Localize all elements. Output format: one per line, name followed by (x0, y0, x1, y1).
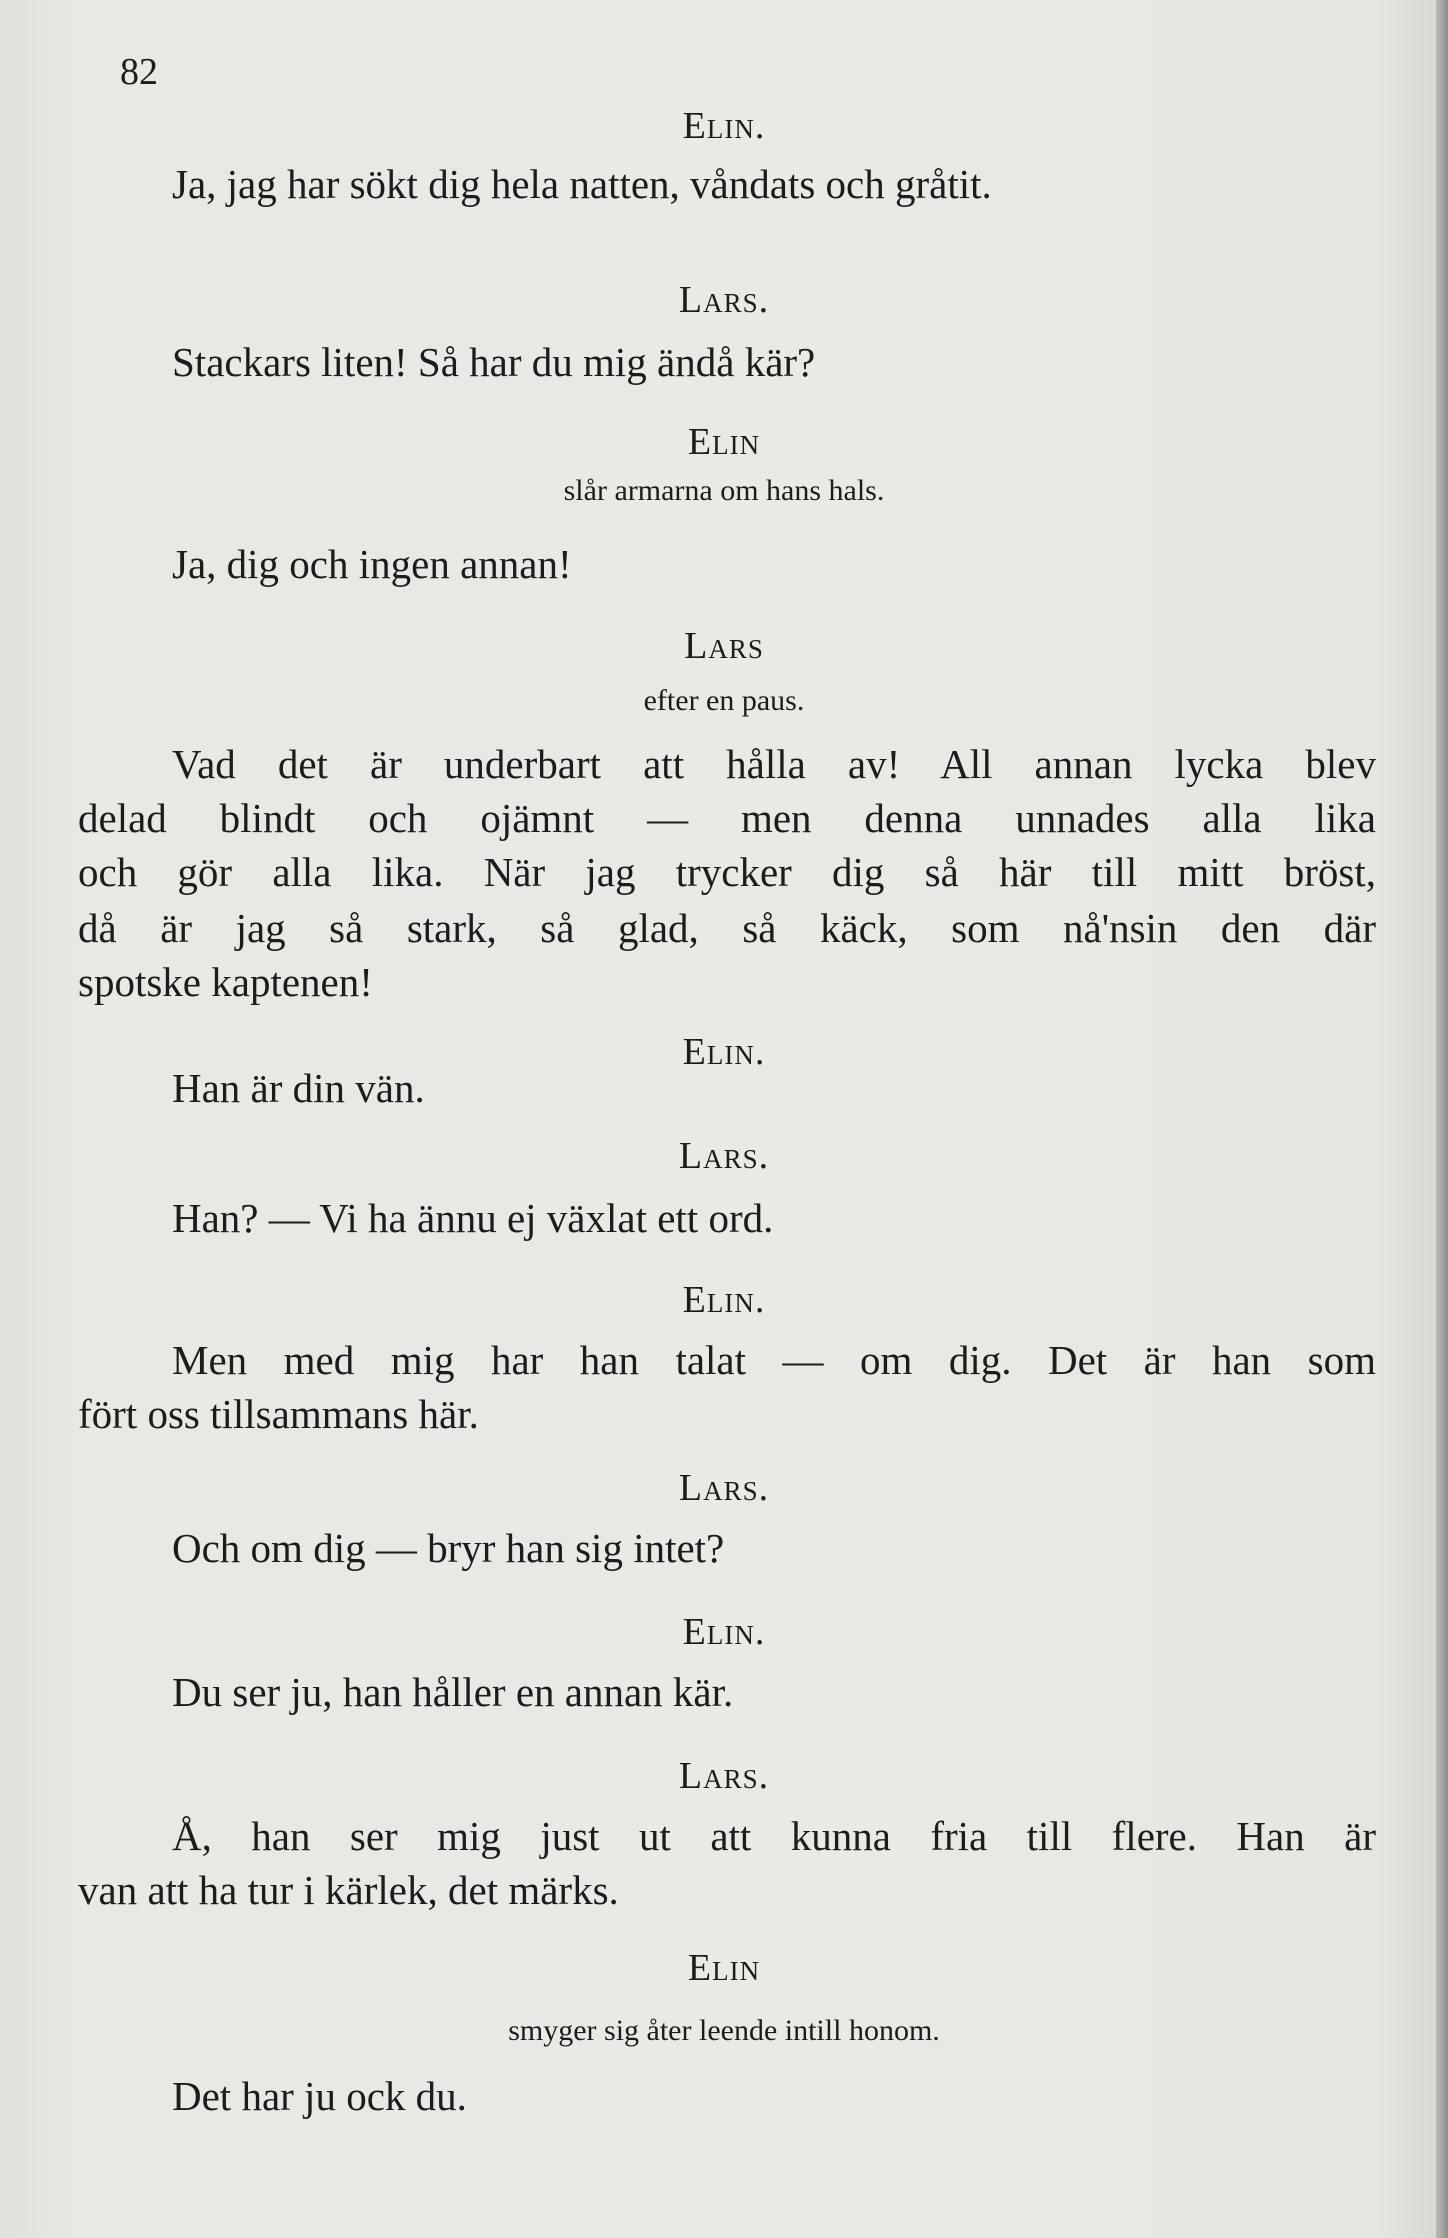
page-edge (1436, 0, 1448, 2238)
speaker-name: Elin (687, 421, 761, 463)
dialogue-line: Ja, jag har sökt dig hela natten, våndats och gråtit. (172, 161, 992, 207)
speaker-name: Lars. (678, 1467, 770, 1509)
speaker-name: Elin. (682, 105, 766, 147)
dialogue-line: Han är din vän. (172, 1065, 425, 1111)
dialogue-line: spotske kaptenen! (78, 959, 373, 1005)
speaker-name: Lars. (678, 1135, 770, 1177)
speaker-name: Elin. (682, 1031, 766, 1073)
dialogue-line: Men med mig har han talat — om dig. Det är han som (172, 1337, 1376, 1383)
speaker-name: Lars. (678, 1755, 770, 1797)
stage-direction: smyger sig åter leende intill honom. (508, 2014, 940, 2047)
dialogue-line: Vad det är underbart att hålla av! All annan lycka blev (172, 741, 1376, 787)
speaker-name: Lars (684, 625, 764, 667)
speaker-name: Elin (687, 1947, 761, 1989)
dialogue-line: Och om dig — bryr han sig intet? (172, 1525, 725, 1571)
page-number: 82 (120, 51, 158, 93)
stage-direction: efter en paus. (643, 684, 805, 717)
dialogue-line: Du ser ju, han håller en annan kär. (172, 1669, 734, 1715)
dialogue-line: då är jag så stark, så glad, så käck, som nå'nsin den där (78, 905, 1376, 951)
stage-direction: slår armarna om hans hals. (563, 474, 885, 507)
dialogue-line: van att ha tur i kärlek, det märks. (78, 1867, 619, 1913)
dialogue-line: och gör alla lika. När jag trycker dig så här till mitt bröst, (78, 849, 1376, 895)
speaker-name: Lars. (678, 279, 770, 321)
speaker-name: Elin. (682, 1279, 766, 1321)
dialogue-line: Stackars liten! Så har du mig ändå kär? (172, 339, 816, 385)
speaker-name: Elin. (682, 1611, 766, 1653)
dialogue-line: Ja, dig och ingen annan! (172, 541, 572, 587)
dialogue-line: Han? — Vi ha ännu ej växlat ett ord. (172, 1195, 774, 1241)
dialogue-line: fört oss tillsammans här. (78, 1391, 479, 1437)
dialogue-line: delad blindt och ojämnt — men denna unnades alla lika (78, 795, 1376, 841)
dialogue-line: Å, han ser mig just ut att kunna fria till flere. Han är (172, 1813, 1376, 1859)
dialogue-line: Det har ju ock du. (172, 2073, 467, 2119)
